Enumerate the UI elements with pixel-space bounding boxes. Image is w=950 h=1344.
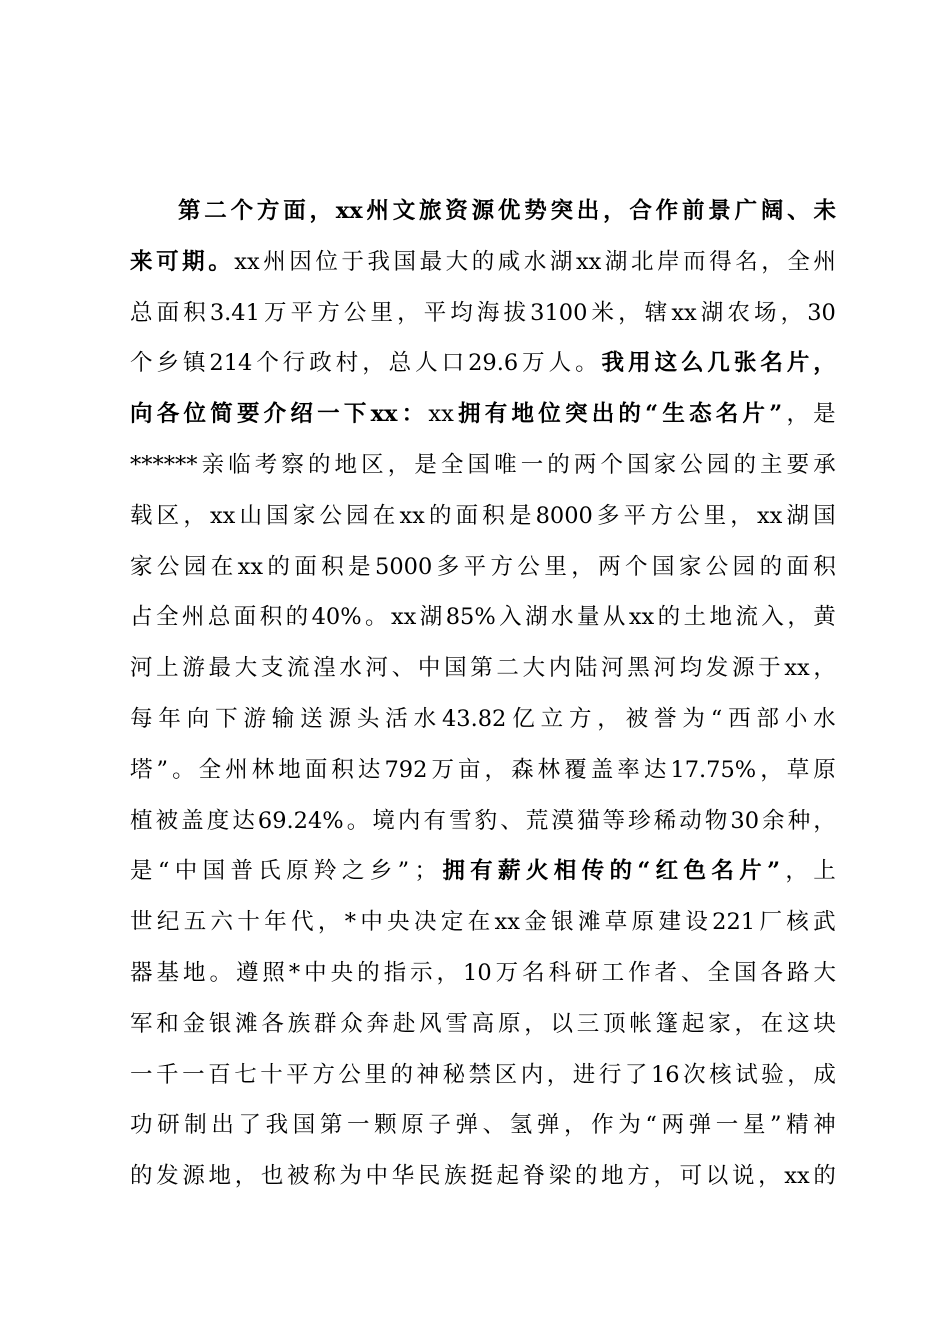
paragraph-line: 军 和 金 银 滩 各 族 群 众 奔 赴 风 雪 高 原 ， 以 三 顶 帐 篷 起 家 ， 在 这 块 [130, 1010, 836, 1037]
paragraph-line: 载 区 ， xx 山 国 家 公 园 在 xx 的 面 积 是 8000 多 平 方 公 里 ， xx 湖 国 [130, 502, 836, 529]
paragraph-line: 是 “ 中 国 普 氏 原 羚 之 乡 ” ； 拥 有 薪 火 相 传 的 “ 红 色 名 片 ” ， 上 [130, 858, 836, 885]
paragraph-line: 的 发 源 地 ， 也 被 称 为 中 华 民 族 挺 起 脊 梁 的 地 方 ， 可 以 说 ， xx 的 [130, 1163, 836, 1190]
paragraph-line: 第 二 个 方 面 ， xx 州 文 旅 资 源 优 势 突 出 ， 合 作 前 景 广 阔 、 未 [178, 198, 836, 224]
paragraph-line: 河 上 游 最 大 支 流 湟 水 河 、 中 国 第 二 大 内 陆 河 黑 河 均 发 源 于 xx ， [130, 655, 836, 682]
paragraph-line: 向 各 位 简 要 介 绍 一 下 xx ： xx 拥 有 地 位 突 出 的 “ 生 态 名 片 ” ， 是 [130, 401, 836, 428]
paragraph-line: ****** 亲 临 考 察 的 地 区 ， 是 全 国 唯 一 的 两 个 国 家 公 园 的 主 要 承 [130, 451, 836, 478]
paragraph-line: 植 被 盖 度 达 69.24% 。 境 内 有 雪 豹 、 荒 漠 猫 等 珍 稀 动 物 30 余 种 ， [130, 807, 836, 834]
paragraph-line: 来 可 期 。 xx 州 因 位 于 我 国 最 大 的 咸 水 湖 xx 湖 北 岸 而 得 名 ， 全 州 [130, 248, 836, 275]
paragraph-line: 塔 ” 。 全 州 林 地 面 积 达 792 万 亩 ， 森 林 覆 盖 率 达 17.75% ， 草 原 [130, 756, 836, 783]
paragraph-line: 占 全 州 总 面 积 的 40% 。 xx 湖 85% 入 湖 水 量 从 xx 的 土 地 流 入 ， 黄 [130, 604, 836, 631]
paragraph-line: 一 千 一 百 七 十 平 方 公 里 的 神 秘 禁 区 内 ， 进 行 了 16 次 核 试 验 ， 成 [130, 1061, 836, 1088]
paragraph-line: 个 乡 镇 214 个 行 政 村 ， 总 人 口 29.6 万 人 。 我 用 这 么 几 张 名 片 ， [130, 350, 836, 377]
paragraph-line: 家 公 园 在 xx 的 面 积 是 5000 多 平 方 公 里 ， 两 个 国 家 公 园 的 面 积 [130, 553, 836, 580]
paragraph-line: 总 面 积 3.41 万 平 方 公 里 ， 平 均 海 拔 3100 米 ， 辖 xx 湖 农 场 ， 30 [130, 299, 836, 326]
paragraph-line: 器 基 地 。 遵 照 * 中 央 的 指 示 ， 10 万 名 科 研 工 作 者 、 全 国 各 路 大 [130, 959, 836, 986]
paragraph-line: 功 研 制 出 了 我 国 第 一 颗 原 子 弹 、 氢 弹 ， 作 为 “ 两 弹 一 星 ” 精 神 [130, 1112, 836, 1139]
paragraph-line: 每 年 向 下 游 输 送 源 头 活 水 43.82 亿 立 方 ， 被 誉 为 “ 西 部 小 水 [130, 705, 836, 732]
document-body [130, 186, 836, 1202]
paragraph-line: 世 纪 五 六 十 年 代 ， * 中 央 决 定 在 xx 金 银 滩 草 原 建 设 221 厂 核 武 [130, 909, 836, 936]
